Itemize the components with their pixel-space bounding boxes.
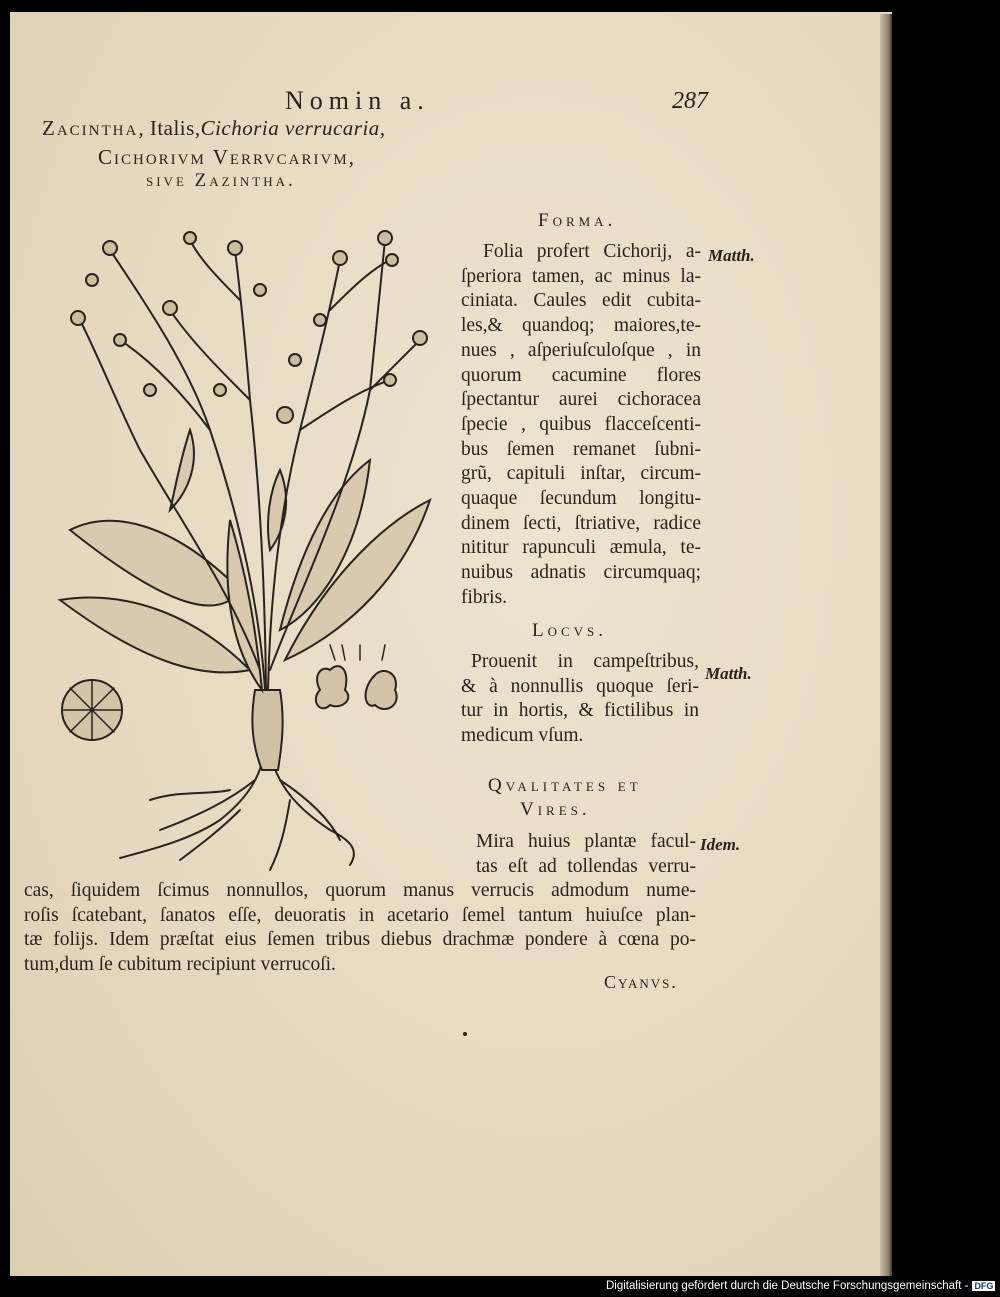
text-line: cas, ſiquidem ſcimus nonnullos, quorum manus verrucis admodum nume- bbox=[24, 880, 696, 901]
text-line: bus ſemen remanet ſubni- bbox=[461, 438, 701, 460]
ink-spot bbox=[463, 1032, 467, 1036]
locus-heading: Locvs. bbox=[532, 620, 608, 641]
qualitates-paragraph bbox=[24, 879, 696, 978]
running-head: Nomin a. bbox=[285, 86, 430, 115]
text-line: Prouenit in campeſtribus, bbox=[471, 651, 699, 672]
text-line: quaque ſecundum longitu- bbox=[461, 488, 701, 510]
text-line: nues , aſperiuſculoſque , in bbox=[461, 339, 701, 361]
forma-paragraph bbox=[461, 240, 701, 611]
text-line: medicum vſum. bbox=[461, 725, 584, 747]
text-line: ciniata. Caules edit cubita- bbox=[461, 290, 701, 312]
text-line: dinem ſecti, ſtriative, radice bbox=[461, 512, 701, 534]
catchword: Cyanvs. bbox=[604, 972, 678, 992]
text-line: tur in hortis, & fictilibus in bbox=[461, 700, 699, 722]
page-edge bbox=[880, 14, 892, 1276]
text-line: ſpectantur aurei cichoracea bbox=[461, 389, 701, 411]
plant-title-line-3: sive Zazintha. bbox=[146, 170, 296, 191]
title-name: Zacintha bbox=[42, 116, 139, 140]
qualitates-heading-2: Vires. bbox=[520, 799, 591, 820]
footer-text: Digitalisierung gefördert durch die Deutsche Forschungsgemeinschaft - bbox=[606, 1280, 969, 1292]
margin-note: Matth. bbox=[708, 246, 755, 265]
text-line: fibris. bbox=[461, 586, 508, 608]
page-number: 287 bbox=[672, 88, 708, 114]
dfg-logo: DFG bbox=[974, 1280, 994, 1291]
text-line: & à nonnullis quoque ſeri- bbox=[461, 675, 699, 697]
text-line: grũ, capituli inſtar, circum- bbox=[461, 463, 701, 485]
plant-title-line-2: Cichorivm Verrvcarivm, bbox=[98, 145, 356, 169]
digitization-footer bbox=[606, 1280, 995, 1292]
text-line: nititur rapunculi æmula, te- bbox=[461, 537, 701, 559]
text-line: nuibus adnatis circumquaq; bbox=[461, 562, 701, 584]
forma-heading: Forma. bbox=[538, 210, 617, 231]
locus-paragraph bbox=[461, 650, 699, 749]
text-line: ſpecie , quibus flacceſcenti- bbox=[461, 413, 701, 435]
text-line: tas eſt ad tollendas verru- bbox=[476, 855, 696, 877]
text-line: les,& quandoq; maiores,te- bbox=[461, 315, 701, 337]
qualitates-heading: Qvalitates et bbox=[488, 775, 642, 796]
plant-woodcut-illustration bbox=[30, 190, 450, 880]
text-line: roſis ſcatebant, ſanatos eſſe, deuoratis in acetario ſemel tantum huiuſce plan- bbox=[24, 904, 696, 926]
qualitates-line bbox=[476, 830, 696, 879]
text-line: Mira huius plantæ facul- bbox=[476, 831, 696, 852]
plant-title-line-1 bbox=[42, 116, 386, 141]
text-line: tæ folijs. Idem præſtat eius ſemen tribus diebus drachmæ pondere à cœna po- bbox=[24, 929, 696, 951]
text-line: Folia profert Cichorij, a- bbox=[483, 241, 701, 262]
title-mid: , Italis, bbox=[138, 116, 201, 140]
margin-note: Idem. bbox=[700, 835, 741, 854]
title-italic: Cichoria verrucaria, bbox=[200, 116, 386, 140]
margin-note: Matth. bbox=[705, 664, 752, 683]
text-line: tum,dum ſe cubitum recipiunt verrucoſi. bbox=[24, 954, 336, 976]
text-line: quorum cacumine flores bbox=[461, 364, 701, 386]
text-line: ſperiora tamen, ac minus la- bbox=[461, 265, 701, 287]
